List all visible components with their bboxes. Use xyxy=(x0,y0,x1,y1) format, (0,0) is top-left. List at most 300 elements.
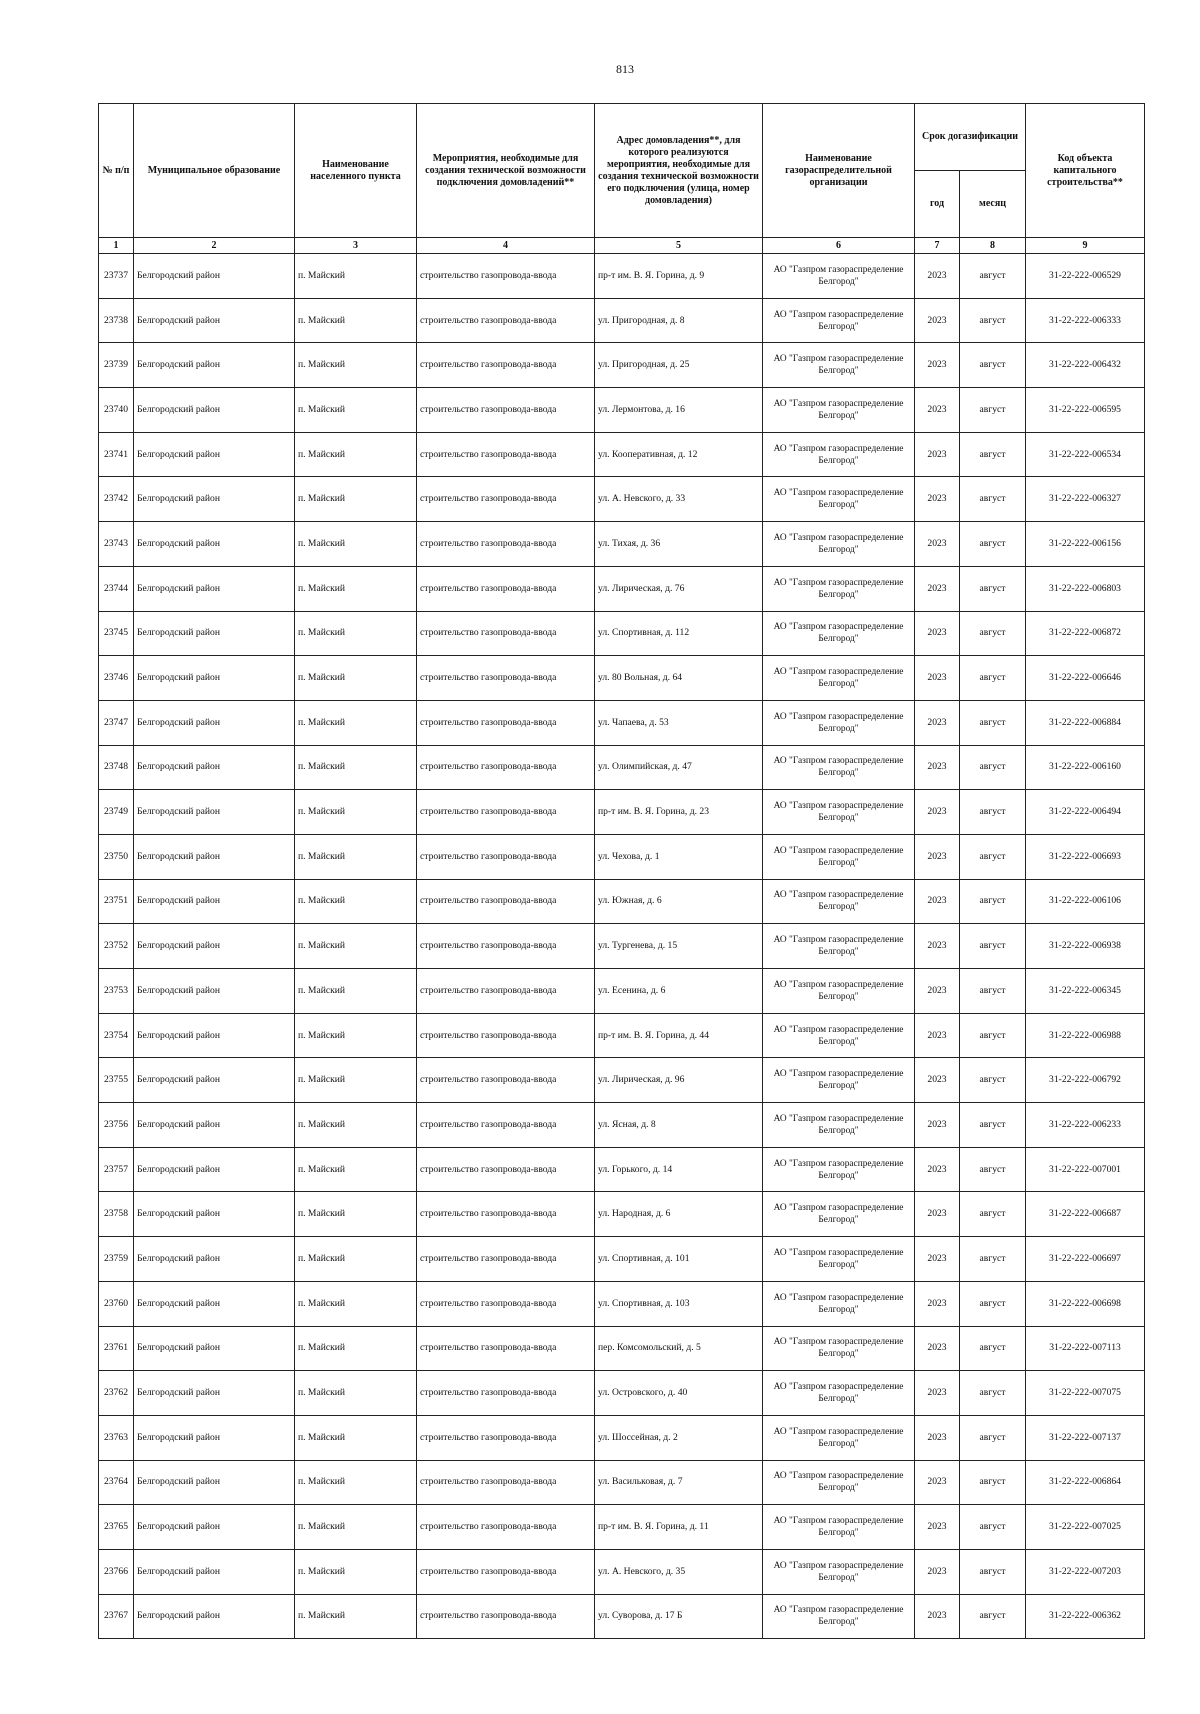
activity-cell: строительство газопровода-ввода xyxy=(417,1103,595,1148)
address-cell: пр-т им. В. Я. Горина, д. 11 xyxy=(595,1505,763,1550)
object-code-cell: 31-22-222-007025 xyxy=(1026,1505,1145,1550)
column-number: 5 xyxy=(595,238,763,254)
organization-cell: АО "Газпром газораспределение Белгород" xyxy=(763,1549,915,1594)
activity-cell: строительство газопровода-ввода xyxy=(417,1326,595,1371)
activity-cell: строительство газопровода-ввода xyxy=(417,522,595,567)
year-cell: 2023 xyxy=(915,522,960,567)
activity-cell: строительство газопровода-ввода xyxy=(417,1549,595,1594)
table-body xyxy=(99,254,1145,1639)
settlement-cell: п. Майский xyxy=(295,745,417,790)
object-code-cell: 31-22-222-006687 xyxy=(1026,1192,1145,1237)
row-number: 23739 xyxy=(99,343,134,388)
municipality-cell: Белгородский район xyxy=(134,611,295,656)
object-code-cell: 31-22-222-006534 xyxy=(1026,432,1145,477)
activity-cell: строительство газопровода-ввода xyxy=(417,254,595,299)
organization-cell: АО "Газпром газораспределение Белгород" xyxy=(763,477,915,522)
column-number: 6 xyxy=(763,238,915,254)
table-row xyxy=(99,1103,1145,1148)
month-cell: август xyxy=(960,1058,1026,1103)
month-cell: август xyxy=(960,477,1026,522)
month-cell: август xyxy=(960,1103,1026,1148)
year-cell: 2023 xyxy=(915,834,960,879)
table-row xyxy=(99,566,1145,611)
activity-cell: строительство газопровода-ввода xyxy=(417,432,595,477)
municipality-cell: Белгородский район xyxy=(134,1237,295,1282)
row-number: 23745 xyxy=(99,611,134,656)
address-cell: ул. Пригородная, д. 25 xyxy=(595,343,763,388)
address-cell: ул. Тургенева, д. 15 xyxy=(595,924,763,969)
year-cell: 2023 xyxy=(915,656,960,701)
row-number: 23750 xyxy=(99,834,134,879)
row-number: 23764 xyxy=(99,1460,134,1505)
object-code-cell: 31-22-222-006988 xyxy=(1026,1013,1145,1058)
municipality-cell: Белгородский район xyxy=(134,1281,295,1326)
municipality-cell: Белгородский район xyxy=(134,700,295,745)
address-cell: ул. Тихая, д. 36 xyxy=(595,522,763,567)
settlement-cell: п. Майский xyxy=(295,1192,417,1237)
table-row xyxy=(99,1594,1145,1639)
month-cell: август xyxy=(960,298,1026,343)
object-code-cell: 31-22-222-006432 xyxy=(1026,343,1145,388)
organization-cell: АО "Газпром газораспределение Белгород" xyxy=(763,1058,915,1103)
settlement-cell: п. Майский xyxy=(295,254,417,299)
address-cell: ул. Горького, д. 14 xyxy=(595,1147,763,1192)
row-number: 23766 xyxy=(99,1549,134,1594)
organization-cell: АО "Газпром газораспределение Белгород" xyxy=(763,969,915,1014)
address-cell: ул. Южная, д. 6 xyxy=(595,879,763,924)
row-number: 23760 xyxy=(99,1281,134,1326)
object-code-cell: 31-22-222-006160 xyxy=(1026,745,1145,790)
row-number: 23737 xyxy=(99,254,134,299)
settlement-cell: п. Майский xyxy=(295,1594,417,1639)
municipality-cell: Белгородский район xyxy=(134,924,295,969)
organization-cell: АО "Газпром газораспределение Белгород" xyxy=(763,656,915,701)
settlement-cell: п. Майский xyxy=(295,1371,417,1416)
address-cell: ул. Спортивная, д. 101 xyxy=(595,1237,763,1282)
object-code-cell: 31-22-222-006864 xyxy=(1026,1460,1145,1505)
year-cell: 2023 xyxy=(915,611,960,656)
table-row xyxy=(99,388,1145,433)
row-number: 23742 xyxy=(99,477,134,522)
address-cell: ул. А. Невского, д. 35 xyxy=(595,1549,763,1594)
activity-cell: строительство газопровода-ввода xyxy=(417,1415,595,1460)
object-code-cell: 31-22-222-007137 xyxy=(1026,1415,1145,1460)
activity-cell: строительство газопровода-ввода xyxy=(417,566,595,611)
settlement-cell: п. Майский xyxy=(295,1415,417,1460)
table-row xyxy=(99,1237,1145,1282)
year-cell: 2023 xyxy=(915,343,960,388)
object-code-cell: 31-22-222-006872 xyxy=(1026,611,1145,656)
header-year: год xyxy=(915,171,960,238)
settlement-cell: п. Майский xyxy=(295,432,417,477)
column-number: 7 xyxy=(915,238,960,254)
month-cell: август xyxy=(960,1192,1026,1237)
settlement-cell: п. Майский xyxy=(295,1237,417,1282)
year-cell: 2023 xyxy=(915,1549,960,1594)
address-cell: ул. А. Невского, д. 33 xyxy=(595,477,763,522)
municipality-cell: Белгородский район xyxy=(134,1415,295,1460)
object-code-cell: 31-22-222-006106 xyxy=(1026,879,1145,924)
address-cell: ул. Есенина, д. 6 xyxy=(595,969,763,1014)
settlement-cell: п. Майский xyxy=(295,477,417,522)
table-row xyxy=(99,522,1145,567)
row-number: 23753 xyxy=(99,969,134,1014)
table-row xyxy=(99,343,1145,388)
municipality-cell: Белгородский район xyxy=(134,566,295,611)
activity-cell: строительство газопровода-ввода xyxy=(417,656,595,701)
table-row xyxy=(99,879,1145,924)
organization-cell: АО "Газпром газораспределение Белгород" xyxy=(763,1326,915,1371)
settlement-cell: п. Майский xyxy=(295,790,417,835)
object-code-cell: 31-22-222-006884 xyxy=(1026,700,1145,745)
month-cell: август xyxy=(960,1371,1026,1416)
organization-cell: АО "Газпром газораспределение Белгород" xyxy=(763,1103,915,1148)
row-number: 23744 xyxy=(99,566,134,611)
month-cell: август xyxy=(960,745,1026,790)
year-cell: 2023 xyxy=(915,1103,960,1148)
row-number: 23754 xyxy=(99,1013,134,1058)
address-cell: ул. Пригородная, д. 8 xyxy=(595,298,763,343)
header-address: Адрес домовладения**, для которого реализуются мероприятия, необходимые для создания технической возможности его подключения (улица, номер домовладения) xyxy=(595,104,763,238)
address-cell: ул. Народная, д. 6 xyxy=(595,1192,763,1237)
organization-cell: АО "Газпром газораспределение Белгород" xyxy=(763,298,915,343)
year-cell: 2023 xyxy=(915,924,960,969)
column-number: 3 xyxy=(295,238,417,254)
address-cell: пр-т им. В. Я. Горина, д. 44 xyxy=(595,1013,763,1058)
settlement-cell: п. Майский xyxy=(295,1505,417,1550)
municipality-cell: Белгородский район xyxy=(134,1505,295,1550)
activity-cell: строительство газопровода-ввода xyxy=(417,969,595,1014)
object-code-cell: 31-22-222-006327 xyxy=(1026,477,1145,522)
address-cell: ул. 80 Вольная, д. 64 xyxy=(595,656,763,701)
address-cell: ул. Лирическая, д. 76 xyxy=(595,566,763,611)
organization-cell: АО "Газпром газораспределение Белгород" xyxy=(763,790,915,835)
row-number: 23755 xyxy=(99,1058,134,1103)
year-cell: 2023 xyxy=(915,790,960,835)
municipality-cell: Белгородский район xyxy=(134,522,295,567)
month-cell: август xyxy=(960,1237,1026,1282)
organization-cell: АО "Газпром газораспределение Белгород" xyxy=(763,522,915,567)
settlement-cell: п. Майский xyxy=(295,924,417,969)
municipality-cell: Белгородский район xyxy=(134,1147,295,1192)
table-row xyxy=(99,1371,1145,1416)
activity-cell: строительство газопровода-ввода xyxy=(417,1013,595,1058)
row-number: 23756 xyxy=(99,1103,134,1148)
activity-cell: строительство газопровода-ввода xyxy=(417,879,595,924)
table-row xyxy=(99,1505,1145,1550)
month-cell: август xyxy=(960,879,1026,924)
activity-cell: строительство газопровода-ввода xyxy=(417,1281,595,1326)
row-number: 23752 xyxy=(99,924,134,969)
table-row xyxy=(99,969,1145,1014)
address-cell: ул. Ясная, д. 8 xyxy=(595,1103,763,1148)
municipality-cell: Белгородский район xyxy=(134,1192,295,1237)
header-activity: Мероприятия, необходимые для создания технической возможности подключения домовладений** xyxy=(417,104,595,238)
table-row xyxy=(99,1415,1145,1460)
activity-cell: строительство газопровода-ввода xyxy=(417,790,595,835)
object-code-cell: 31-22-222-006362 xyxy=(1026,1594,1145,1639)
table-row xyxy=(99,834,1145,879)
year-cell: 2023 xyxy=(915,1594,960,1639)
organization-cell: АО "Газпром газораспределение Белгород" xyxy=(763,834,915,879)
municipality-cell: Белгородский район xyxy=(134,790,295,835)
organization-cell: АО "Газпром газораспределение Белгород" xyxy=(763,1371,915,1416)
settlement-cell: п. Майский xyxy=(295,522,417,567)
organization-cell: АО "Газпром газораспределение Белгород" xyxy=(763,879,915,924)
year-cell: 2023 xyxy=(915,1058,960,1103)
row-number: 23743 xyxy=(99,522,134,567)
settlement-cell: п. Майский xyxy=(295,1326,417,1371)
organization-cell: АО "Газпром газораспределение Белгород" xyxy=(763,254,915,299)
table-row xyxy=(99,432,1145,477)
year-cell: 2023 xyxy=(915,1013,960,1058)
settlement-cell: п. Майский xyxy=(295,834,417,879)
row-number: 23758 xyxy=(99,1192,134,1237)
row-number: 23767 xyxy=(99,1594,134,1639)
object-code-cell: 31-22-222-006646 xyxy=(1026,656,1145,701)
month-cell: август xyxy=(960,1281,1026,1326)
table-row xyxy=(99,477,1145,522)
municipality-cell: Белгородский район xyxy=(134,477,295,522)
year-cell: 2023 xyxy=(915,477,960,522)
column-number: 8 xyxy=(960,238,1026,254)
month-cell: август xyxy=(960,254,1026,299)
activity-cell: строительство газопровода-ввода xyxy=(417,1192,595,1237)
year-cell: 2023 xyxy=(915,1460,960,1505)
object-code-cell: 31-22-222-006333 xyxy=(1026,298,1145,343)
activity-cell: строительство газопровода-ввода xyxy=(417,1237,595,1282)
activity-cell: строительство газопровода-ввода xyxy=(417,477,595,522)
month-cell: август xyxy=(960,343,1026,388)
address-cell: ул. Спортивная, д. 112 xyxy=(595,611,763,656)
object-code-cell: 31-22-222-006698 xyxy=(1026,1281,1145,1326)
activity-cell: строительство газопровода-ввода xyxy=(417,834,595,879)
table-row xyxy=(99,790,1145,835)
row-number: 23738 xyxy=(99,298,134,343)
year-cell: 2023 xyxy=(915,566,960,611)
activity-cell: строительство газопровода-ввода xyxy=(417,1371,595,1416)
organization-cell: АО "Газпром газораспределение Белгород" xyxy=(763,1460,915,1505)
year-cell: 2023 xyxy=(915,432,960,477)
table-row xyxy=(99,924,1145,969)
object-code-cell: 31-22-222-006156 xyxy=(1026,522,1145,567)
row-number: 23761 xyxy=(99,1326,134,1371)
row-number: 23746 xyxy=(99,656,134,701)
table-row xyxy=(99,1549,1145,1594)
municipality-cell: Белгородский район xyxy=(134,745,295,790)
settlement-cell: п. Майский xyxy=(295,1460,417,1505)
municipality-cell: Белгородский район xyxy=(134,388,295,433)
year-cell: 2023 xyxy=(915,388,960,433)
row-number: 23765 xyxy=(99,1505,134,1550)
organization-cell: АО "Газпром газораспределение Белгород" xyxy=(763,566,915,611)
year-cell: 2023 xyxy=(915,1192,960,1237)
organization-cell: АО "Газпром газораспределение Белгород" xyxy=(763,700,915,745)
municipality-cell: Белгородский район xyxy=(134,254,295,299)
year-cell: 2023 xyxy=(915,254,960,299)
activity-cell: строительство газопровода-ввода xyxy=(417,1460,595,1505)
table-row xyxy=(99,1013,1145,1058)
object-code-cell: 31-22-222-006693 xyxy=(1026,834,1145,879)
row-number: 23751 xyxy=(99,879,134,924)
municipality-cell: Белгородский район xyxy=(134,1326,295,1371)
row-number: 23762 xyxy=(99,1371,134,1416)
year-cell: 2023 xyxy=(915,1326,960,1371)
organization-cell: АО "Газпром газораспределение Белгород" xyxy=(763,924,915,969)
year-cell: 2023 xyxy=(915,1415,960,1460)
settlement-cell: п. Майский xyxy=(295,298,417,343)
municipality-cell: Белгородский район xyxy=(134,298,295,343)
month-cell: август xyxy=(960,1549,1026,1594)
organization-cell: АО "Газпром газораспределение Белгород" xyxy=(763,1147,915,1192)
row-number: 23741 xyxy=(99,432,134,477)
municipality-cell: Белгородский район xyxy=(134,834,295,879)
row-number: 23749 xyxy=(99,790,134,835)
table-row xyxy=(99,1326,1145,1371)
object-code-cell: 31-22-222-006697 xyxy=(1026,1237,1145,1282)
municipality-cell: Белгородский район xyxy=(134,432,295,477)
address-cell: пр-т им. В. Я. Горина, д. 23 xyxy=(595,790,763,835)
year-cell: 2023 xyxy=(915,1281,960,1326)
municipality-cell: Белгородский район xyxy=(134,1103,295,1148)
table-row xyxy=(99,745,1145,790)
object-code-cell: 31-22-222-007075 xyxy=(1026,1371,1145,1416)
address-cell: пр-т им. В. Я. Горина, д. 9 xyxy=(595,254,763,299)
organization-cell: АО "Газпром газораспределение Белгород" xyxy=(763,1013,915,1058)
activity-cell: строительство газопровода-ввода xyxy=(417,611,595,656)
table-row xyxy=(99,1281,1145,1326)
organization-cell: АО "Газпром газораспределение Белгород" xyxy=(763,388,915,433)
activity-cell: строительство газопровода-ввода xyxy=(417,298,595,343)
settlement-cell: п. Майский xyxy=(295,343,417,388)
municipality-cell: Белгородский район xyxy=(134,969,295,1014)
settlement-cell: п. Майский xyxy=(295,566,417,611)
address-cell: ул. Шоссейная, д. 2 xyxy=(595,1415,763,1460)
month-cell: август xyxy=(960,700,1026,745)
table-row xyxy=(99,254,1145,299)
settlement-cell: п. Майский xyxy=(295,1013,417,1058)
year-cell: 2023 xyxy=(915,1505,960,1550)
header-number: № п/п xyxy=(99,104,134,238)
table-row xyxy=(99,1192,1145,1237)
address-cell: ул. Кооперативная, д. 12 xyxy=(595,432,763,477)
month-cell: август xyxy=(960,656,1026,701)
activity-cell: строительство газопровода-ввода xyxy=(417,1594,595,1639)
municipality-cell: Белгородский район xyxy=(134,1013,295,1058)
activity-cell: строительство газопровода-ввода xyxy=(417,1058,595,1103)
organization-cell: АО "Газпром газораспределение Белгород" xyxy=(763,611,915,656)
object-code-cell: 31-22-222-006938 xyxy=(1026,924,1145,969)
year-cell: 2023 xyxy=(915,298,960,343)
table-row xyxy=(99,1058,1145,1103)
municipality-cell: Белгородский район xyxy=(134,1460,295,1505)
year-cell: 2023 xyxy=(915,1237,960,1282)
month-cell: август xyxy=(960,611,1026,656)
settlement-cell: п. Майский xyxy=(295,1058,417,1103)
address-cell: пер. Комсомольский, д. 5 xyxy=(595,1326,763,1371)
object-code-cell: 31-22-222-006595 xyxy=(1026,388,1145,433)
settlement-cell: п. Майский xyxy=(295,388,417,433)
object-code-cell: 31-22-222-007001 xyxy=(1026,1147,1145,1192)
address-cell: ул. Чапаева, д. 53 xyxy=(595,700,763,745)
month-cell: август xyxy=(960,432,1026,477)
settlement-cell: п. Майский xyxy=(295,611,417,656)
column-number: 9 xyxy=(1026,238,1145,254)
municipality-cell: Белгородский район xyxy=(134,1371,295,1416)
object-code-cell: 31-22-222-006792 xyxy=(1026,1058,1145,1103)
activity-cell: строительство газопровода-ввода xyxy=(417,1505,595,1550)
address-cell: ул. Чехова, д. 1 xyxy=(595,834,763,879)
settlement-cell: п. Майский xyxy=(295,879,417,924)
organization-cell: АО "Газпром газораспределение Белгород" xyxy=(763,745,915,790)
activity-cell: строительство газопровода-ввода xyxy=(417,924,595,969)
month-cell: август xyxy=(960,1505,1026,1550)
row-number: 23740 xyxy=(99,388,134,433)
organization-cell: АО "Газпром газораспределение Белгород" xyxy=(763,1281,915,1326)
month-cell: август xyxy=(960,1147,1026,1192)
gasification-table xyxy=(98,103,1145,1639)
year-cell: 2023 xyxy=(915,879,960,924)
year-cell: 2023 xyxy=(915,745,960,790)
organization-cell: АО "Газпром газораспределение Белгород" xyxy=(763,1594,915,1639)
municipality-cell: Белгородский район xyxy=(134,879,295,924)
month-cell: август xyxy=(960,790,1026,835)
object-code-cell: 31-22-222-007113 xyxy=(1026,1326,1145,1371)
column-number: 2 xyxy=(134,238,295,254)
organization-cell: АО "Газпром газораспределение Белгород" xyxy=(763,1505,915,1550)
settlement-cell: п. Майский xyxy=(295,1281,417,1326)
row-number: 23748 xyxy=(99,745,134,790)
municipality-cell: Белгородский район xyxy=(134,1058,295,1103)
page-number: 813 xyxy=(616,62,634,76)
column-number-row xyxy=(99,238,1145,254)
address-cell: ул. Спортивная, д. 103 xyxy=(595,1281,763,1326)
municipality-cell: Белгородский район xyxy=(134,343,295,388)
month-cell: август xyxy=(960,924,1026,969)
month-cell: август xyxy=(960,1460,1026,1505)
activity-cell: строительство газопровода-ввода xyxy=(417,700,595,745)
row-number: 23757 xyxy=(99,1147,134,1192)
month-cell: август xyxy=(960,834,1026,879)
settlement-cell: п. Майский xyxy=(295,1549,417,1594)
header-month: месяц xyxy=(960,171,1026,238)
settlement-cell: п. Майский xyxy=(295,1147,417,1192)
month-cell: август xyxy=(960,1326,1026,1371)
month-cell: август xyxy=(960,1013,1026,1058)
object-code-cell: 31-22-222-006233 xyxy=(1026,1103,1145,1148)
address-cell: ул. Васильковая, д. 7 xyxy=(595,1460,763,1505)
column-number: 4 xyxy=(417,238,595,254)
activity-cell: строительство газопровода-ввода xyxy=(417,388,595,433)
month-cell: август xyxy=(960,566,1026,611)
year-cell: 2023 xyxy=(915,1147,960,1192)
month-cell: август xyxy=(960,969,1026,1014)
organization-cell: АО "Газпром газораспределение Белгород" xyxy=(763,1237,915,1282)
object-code-cell: 31-22-222-006803 xyxy=(1026,566,1145,611)
object-code-cell: 31-22-222-007203 xyxy=(1026,1549,1145,1594)
address-cell: ул. Лирическая, д. 96 xyxy=(595,1058,763,1103)
address-cell: ул. Суворова, д. 17 Б xyxy=(595,1594,763,1639)
municipality-cell: Белгородский район xyxy=(134,1594,295,1639)
month-cell: август xyxy=(960,522,1026,567)
organization-cell: АО "Газпром газораспределение Белгород" xyxy=(763,432,915,477)
header-settlement: Наименование населенного пункта xyxy=(295,104,417,238)
address-cell: ул. Островского, д. 40 xyxy=(595,1371,763,1416)
header-municipality: Муниципальное образование xyxy=(134,104,295,238)
row-number: 23747 xyxy=(99,700,134,745)
municipality-cell: Белгородский район xyxy=(134,1549,295,1594)
row-number: 23759 xyxy=(99,1237,134,1282)
